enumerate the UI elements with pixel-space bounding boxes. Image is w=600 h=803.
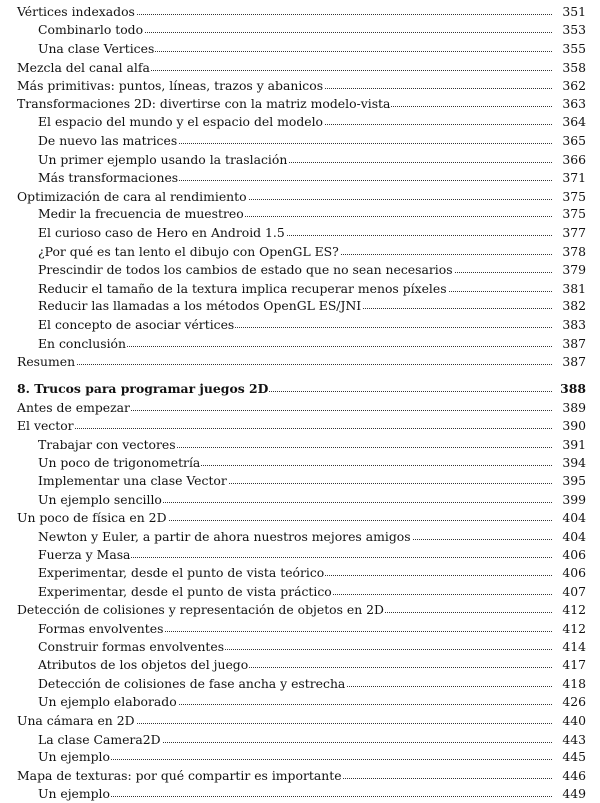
toc-entry-title: Experimentar, desde el punto de vista práctico [38, 584, 332, 599]
toc-entry-page: 399 [562, 492, 586, 507]
toc-entry [0, 243, 600, 261]
toc-entry-title: Detección de colisiones y representación de objetos en 2D [17, 602, 384, 617]
toc-entry-page: 364 [562, 114, 586, 129]
toc-entry-title: El vector [17, 418, 74, 433]
toc-entry [0, 59, 600, 77]
toc-entry [0, 712, 600, 730]
toc-entry [0, 748, 600, 766]
toc-entry-title: Construir formas envolventes [38, 639, 225, 654]
toc-entry-page: 406 [562, 547, 586, 562]
toc-entry-page: 381 [562, 281, 586, 296]
toc-entry-page: 387 [562, 336, 586, 351]
toc-entry-page: 390 [562, 418, 586, 433]
toc-chapter-entry [0, 380, 600, 398]
toc-entry-title: 8. Trucos para programar juegos 2D [17, 381, 269, 396]
toc-entry-title: Un poco de física en 2D [17, 510, 167, 525]
toc-entry-page: 379 [562, 262, 586, 277]
toc-entry [0, 767, 600, 785]
toc-entry-title: Mapa de texturas: por qué compartir es importante [17, 768, 342, 783]
toc-entry-title: Un ejemplo elaborado [38, 694, 177, 709]
toc-entry-title: Más transformaciones [38, 170, 179, 185]
toc-entry [0, 785, 600, 803]
toc-entry-page: 378 [562, 244, 586, 259]
toc-entry [0, 40, 600, 58]
toc-entry-title: Reducir las llamadas a los métodos OpenGL ES/JNI [38, 298, 362, 313]
toc-entry [0, 297, 600, 315]
toc-entry [0, 280, 600, 298]
toc-entry-title: ¿Por qué es tan lento el dibujo con OpenGL ES? [38, 244, 339, 259]
toc-entry-page: 395 [562, 473, 586, 488]
toc-entry [0, 638, 600, 656]
toc-entry-page: 371 [562, 170, 586, 185]
toc-entry-page: 389 [562, 400, 586, 415]
toc-entry-title: Trabajar con vectores [38, 437, 176, 452]
toc-entry-title: Un primer ejemplo usando la traslación [38, 152, 288, 167]
toc-entry-title: Reducir el tamaño de la textura implica recuperar menos píxeles [38, 281, 447, 296]
toc-entry [0, 3, 600, 21]
toc-entry-page: 414 [562, 639, 586, 654]
toc-entry-title: El curioso caso de Hero en Android 1.5 [38, 225, 285, 240]
toc-entry-page: 443 [562, 732, 586, 747]
toc-entry-page: 404 [562, 529, 586, 544]
toc-entry-title: Una cámara en 2D [17, 713, 135, 728]
toc-entry [0, 491, 600, 509]
dot-leader [17, 428, 552, 429]
toc-entry-page: 426 [562, 694, 586, 709]
toc-entry-title: Implementar una clase Vector [38, 473, 227, 488]
toc-entry-page: 366 [562, 152, 586, 167]
toc-entry [0, 335, 600, 353]
dot-leader [17, 364, 552, 365]
toc-entry [0, 620, 600, 638]
toc-entry-page: 418 [562, 676, 586, 691]
toc-entry-page: 417 [562, 657, 586, 672]
toc-entry-page: 394 [562, 455, 586, 470]
toc-entry [0, 509, 600, 527]
toc-entry-page: 449 [562, 786, 586, 801]
toc-entry-page: 387 [562, 354, 586, 369]
toc-entry [0, 546, 600, 564]
toc-entry [0, 583, 600, 601]
toc-entry-page: 363 [562, 96, 586, 111]
toc-entry [0, 353, 600, 371]
toc-entry-title: Un poco de trigonometría [38, 455, 201, 470]
toc-entry [0, 188, 600, 206]
toc-entry-title: Detección de colisiones de fase ancha y estrecha [38, 676, 346, 691]
toc-entry-title: Un ejemplo [38, 786, 110, 801]
toc-entry-page: 355 [562, 41, 586, 56]
toc-entry-title: Fuerza y Masa [38, 547, 131, 562]
toc-entry-page: 365 [562, 133, 586, 148]
toc-entry-page: 412 [562, 621, 586, 636]
toc-entry-title: Experimentar, desde el punto de vista teórico [38, 565, 325, 580]
toc-entry [0, 21, 600, 39]
toc-entry-page: 362 [562, 78, 586, 93]
toc-entry-page: 353 [562, 22, 586, 37]
toc-entry-title: Vértices indexados [17, 4, 135, 19]
toc-entry [0, 417, 600, 435]
toc-entry-page: 391 [562, 437, 586, 452]
toc-entry [0, 731, 600, 749]
toc-entry-page: 412 [562, 602, 586, 617]
toc-entry [0, 436, 600, 454]
toc-entry-page: 407 [562, 584, 586, 599]
toc-entry-page: 446 [562, 768, 586, 783]
toc-entry-page: 382 [562, 298, 586, 313]
toc-entry-title: Una clase Vertices [38, 41, 155, 56]
toc-entry-title: Combinarlo todo [38, 22, 144, 37]
toc-entry-page: 377 [562, 225, 586, 240]
toc-entry-page: 375 [562, 189, 586, 204]
toc-entry-title: Transformaciones 2D: divertirse con la matriz modelo-vista [17, 96, 391, 111]
toc-entry [0, 564, 600, 582]
toc-entry-page: 383 [562, 317, 586, 332]
toc-entry [0, 77, 600, 95]
toc-entry-page: 388 [560, 381, 586, 396]
toc-entry-title: El concepto de asociar vértices [38, 317, 235, 332]
toc-entry-page: 406 [562, 565, 586, 580]
toc-entry-title: El espacio del mundo y el espacio del modelo [38, 114, 324, 129]
toc-entry-title: Un ejemplo sencillo [38, 492, 162, 507]
toc-entry-title: Optimización de cara al rendimiento [17, 189, 247, 204]
toc-entry [0, 113, 600, 131]
toc-entry [0, 205, 600, 223]
toc-entry-title: De nuevo las matrices [38, 133, 178, 148]
toc-entry [0, 693, 600, 711]
toc-entry-page: 375 [562, 206, 586, 221]
toc-entry [0, 261, 600, 279]
toc-entry [0, 675, 600, 693]
toc-entry-title: Resumen [17, 354, 76, 369]
toc-entry-page: 351 [562, 4, 586, 19]
toc-entry-page: 445 [562, 749, 586, 764]
toc-entry [0, 601, 600, 619]
toc-entry-page: 440 [562, 713, 586, 728]
toc-entry [0, 454, 600, 472]
toc-entry [0, 656, 600, 674]
toc-entry [0, 169, 600, 187]
toc-entry-page: 358 [562, 60, 586, 75]
toc-entry-page: 404 [562, 510, 586, 525]
toc-entry-title: Antes de empezar [17, 400, 130, 415]
toc-entry-title: La clase Camera2D [38, 732, 161, 747]
toc-entry-title: En conclusión [38, 336, 126, 351]
dot-leader [38, 759, 552, 760]
toc-entry-title: Formas envolventes [38, 621, 164, 636]
toc-entry [0, 151, 600, 169]
toc-entry-title: Medir la frecuencia de muestreo [38, 206, 244, 221]
toc-entry [0, 224, 600, 242]
toc-entry [0, 399, 600, 417]
toc-entry-title: Atributos de los objetos del juego [38, 657, 249, 672]
toc-entry [0, 132, 600, 150]
toc-entry-title: Un ejemplo [38, 749, 110, 764]
toc-entry [0, 472, 600, 490]
toc-entry-title: Prescindir de todos los cambios de estado que no sean necesarios [38, 262, 453, 277]
toc-entry-title: Newton y Euler, a partir de ahora nuestros mejores amigos [38, 529, 411, 544]
toc-entry [0, 528, 600, 546]
toc-entry [0, 316, 600, 334]
toc-entry-title: Mezcla del canal alfa [17, 60, 150, 75]
toc-entry-title: Más primitivas: puntos, líneas, trazos y abanicos [17, 78, 324, 93]
toc-entry [0, 95, 600, 113]
